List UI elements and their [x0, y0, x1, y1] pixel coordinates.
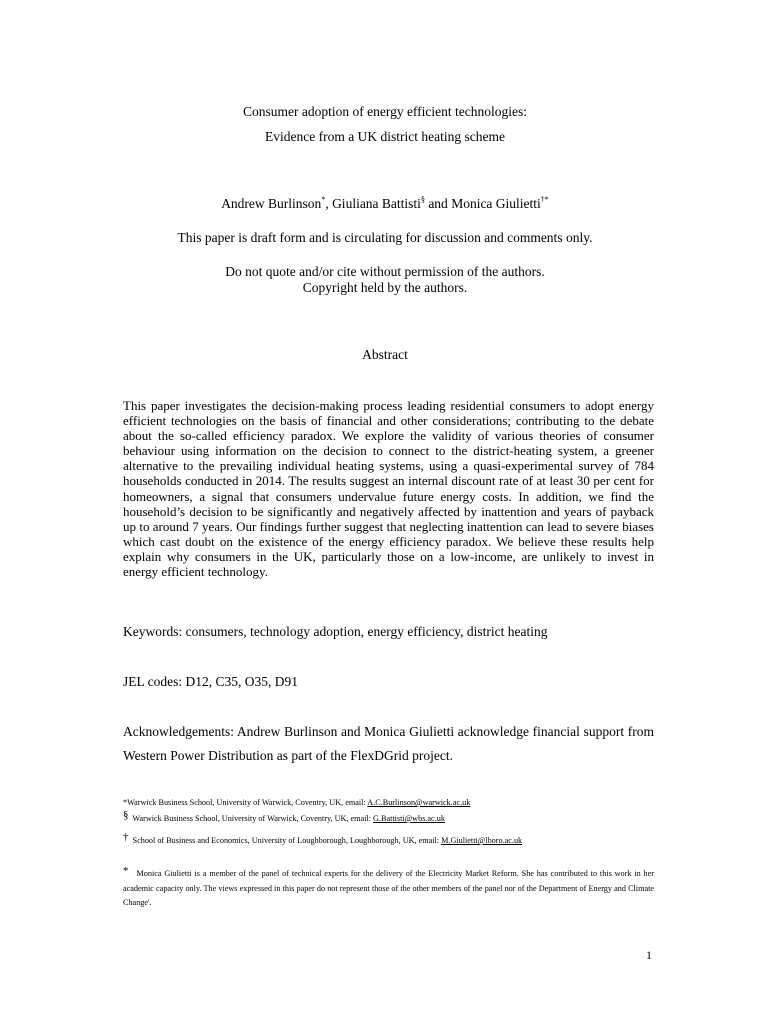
jel-codes: JEL codes: D12, C35, O35, D91 [123, 674, 298, 689]
citation-notice: Do not quote and/or cite without permission of the authors. [225, 264, 545, 279]
copyright-notice: Copyright held by the authors. [302, 280, 468, 295]
draft-notice: This paper is draft form and is circulating for discussion and comments only. [177, 230, 593, 245]
author-affiliation-mark: * [321, 195, 326, 204]
footnote-affiliation-1 [123, 798, 470, 807]
footnote-mark: § [123, 809, 129, 821]
author-name: Giuliana Battisti [332, 196, 421, 211]
email-link[interactable]: A.C.Burlinson@warwick.ac.uk [367, 798, 471, 807]
abstract-heading: Abstract [362, 347, 408, 362]
acknowledgements: Acknowledgements: Andrew Burlinson and Monica Giulietti acknowledge financial support from Western Power Distribution as part of the FlexDGrid project. [123, 724, 654, 763]
footnote-mark: * [123, 865, 129, 877]
footnote-affiliation-3 [123, 831, 523, 846]
author-name: Monica Giulietti [451, 196, 541, 211]
footnote-disclaimer [123, 866, 654, 911]
author-name: Andrew Burlinson [221, 196, 322, 211]
paper-title-line-2: Evidence from a UK district heating scheme [265, 129, 505, 144]
author-affiliation-mark: § [420, 195, 425, 204]
author-separator: , [325, 196, 333, 211]
paper-title-line-1: Consumer adoption of energy efficient technologies: [242, 104, 528, 119]
email-link[interactable]: G.Battisti@wbs.ac.uk [373, 814, 445, 823]
author-affiliation-mark: †* [540, 195, 549, 204]
footnote-text: School of Business and Economics, University of Loughborough, Loughborough, UK, email: [130, 836, 442, 845]
footnote-mark: † [123, 831, 129, 843]
page-number: 1 [646, 948, 652, 962]
footnote-text: Monica Giulietti is a member of the panel of technical experts for the delivery of the Electricity Market Reform. She has contributed to this work in her academic capacity only. The views expressed in this paper do not represent those of the other members of the panel nor of the Department of Energy and Climate Change'. [123, 869, 654, 908]
author-separator: and [424, 196, 452, 211]
author-list [0, 196, 770, 212]
footnote-affiliation-2 [123, 809, 445, 824]
keywords: Keywords: consumers, technology adoption, energy efficiency, district heating [123, 624, 548, 639]
email-link[interactable]: M.Giulietti@lboro.ac.uk [441, 836, 523, 845]
footnote-text: *Warwick Business School, University of Warwick, Coventry, UK, email: [123, 798, 368, 807]
footnote-text: Warwick Business School, University of Warwick, Coventry, UK, email: [130, 814, 374, 823]
abstract-body: This paper investigates the decision-making process leading residential consumers to adopt energy efficient technologies on the basis of financial and other considerations; contributing to the debate about the so-called efficiency paradox. We explore the validity of various theories of consumer behaviour using information on the decision to connect to the district-heating system, a greener alternative to the prevailing individual heating systems, using a quasi-experimental survey of 784 households conducted in 2014. The results suggest an internal discount rate of at least 30 per cent for homeowners, a signal that consumers undervalue future energy costs. In addition, we find the household’s decision to be significantly and negatively affected by inattention and years of payback up to around 7 years. Our findings further suggest that neglecting inattention can lead to severe biases which cast doubt on the existence of the energy efficiency paradox. We believe these results help explain why consumers in the UK, particularly those on a low-income, are unlikely to invest in energy efficient technology. [123, 398, 654, 580]
